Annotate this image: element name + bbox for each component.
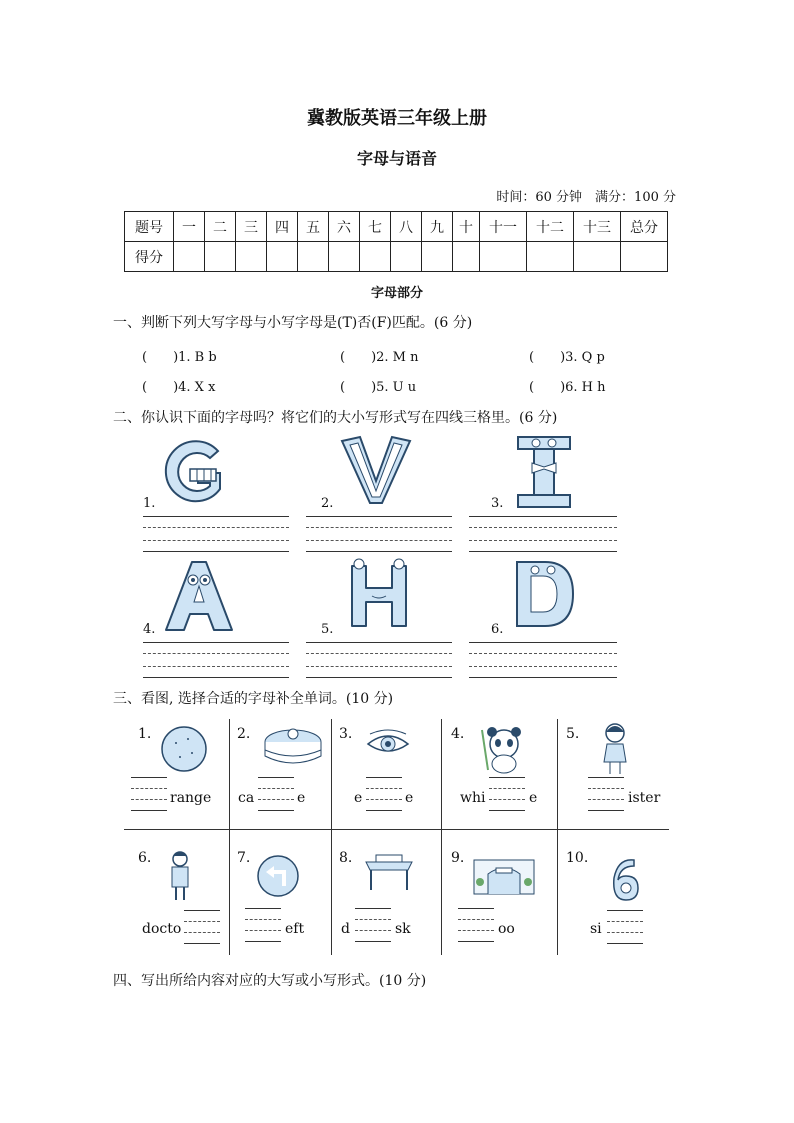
score-table-header-row — [125, 212, 668, 242]
q1-item[interactable]: ( )1. B b — [142, 350, 217, 365]
table-cell: 十二 — [527, 212, 574, 242]
q3-item-number: 4. — [451, 726, 465, 742]
q3-item-number: 9. — [451, 850, 465, 866]
table-cell: 得分 — [125, 242, 174, 272]
desk-picture — [362, 852, 416, 892]
letter-d-picture — [507, 556, 583, 634]
letter-v-picture — [338, 433, 414, 509]
q2-heading: 二、你认识下面的字母吗？将它们的大小写形式写在四线三格里。(6 分) — [113, 410, 558, 426]
table-cell: 七 — [360, 212, 391, 242]
four-line-grid[interactable] — [306, 516, 452, 552]
table-cell: 一 — [174, 212, 205, 242]
q2-item-number: 2. — [321, 496, 334, 511]
q3-word-suffix: ister — [628, 790, 661, 806]
doctor-picture — [167, 850, 193, 902]
table-cell: 十三 — [574, 212, 621, 242]
section-title: 字母部分 — [370, 286, 423, 301]
q1-item[interactable]: ( )3. Q p — [529, 350, 605, 365]
letter-a-picture — [162, 558, 236, 634]
answer-lines[interactable] — [458, 908, 494, 942]
score-input-cell[interactable] — [329, 242, 360, 272]
q2-item-number: 4. — [143, 622, 156, 637]
score-input-cell[interactable] — [298, 242, 329, 272]
q1-item[interactable]: ( )6. H h — [529, 380, 606, 395]
score-input-cell[interactable] — [574, 242, 621, 272]
answer-lines[interactable] — [258, 777, 294, 811]
q2-item-number: 5. — [321, 622, 334, 637]
q3-item-number: 3. — [339, 726, 353, 742]
letter-i-picture — [514, 433, 574, 511]
answer-lines[interactable] — [489, 777, 525, 811]
score-input-cell[interactable] — [422, 242, 453, 272]
four-line-grid[interactable] — [306, 642, 452, 678]
q2-item-number: 6. — [491, 622, 504, 637]
answer-lines[interactable] — [607, 910, 643, 944]
q1-item[interactable]: ( )5. U u — [340, 380, 417, 395]
q3-item-number: 6. — [138, 850, 152, 866]
table-cell: 八 — [391, 212, 422, 242]
score-input-cell[interactable] — [174, 242, 205, 272]
four-line-grid[interactable] — [469, 642, 617, 678]
eye-picture — [364, 728, 412, 758]
time-info: 时间：60 分钟 满分：100 分 — [496, 190, 676, 205]
table-cell: 题号 — [125, 212, 174, 242]
score-input-cell[interactable] — [621, 242, 668, 272]
orange-picture — [160, 725, 208, 773]
q3-word-suffix: sk — [395, 921, 411, 937]
q1-heading: 一、判断下列大写字母与小写字母是(T)否(F)匹配。(6 分) — [113, 315, 473, 331]
left-arrow-sign-picture — [256, 854, 300, 898]
score-input-cell[interactable] — [267, 242, 298, 272]
score-input-cell[interactable] — [391, 242, 422, 272]
table-cell: 四 — [267, 212, 298, 242]
four-line-grid[interactable] — [143, 642, 289, 678]
score-input-cell[interactable] — [236, 242, 267, 272]
q3-item-number: 1. — [138, 726, 152, 742]
four-line-grid[interactable] — [143, 516, 289, 552]
table-cell: 五 — [298, 212, 329, 242]
q3-item-number: 5. — [566, 726, 580, 742]
table-cell: 十 — [453, 212, 480, 242]
q3-word-prefix: whi — [460, 790, 486, 806]
score-input-cell[interactable] — [480, 242, 527, 272]
score-input-cell[interactable] — [205, 242, 236, 272]
q3-item-number: 2. — [237, 726, 251, 742]
answer-lines[interactable] — [366, 777, 402, 811]
q3-word-suffix: eft — [285, 921, 305, 937]
score-table-score-row — [125, 242, 668, 272]
q4-heading: 四、写出所给内容对应的大写或小写形式。(10 分) — [113, 973, 427, 989]
number-six-picture — [608, 852, 642, 904]
table-cell: 六 — [329, 212, 360, 242]
q3-word-suffix: e — [529, 790, 538, 806]
q3-item-number: 10. — [566, 850, 589, 866]
score-input-cell[interactable] — [360, 242, 391, 272]
q3-item-number: 7. — [237, 850, 251, 866]
q3-word-prefix: d — [341, 921, 350, 937]
q3-item-number: 8. — [339, 850, 353, 866]
answer-lines[interactable] — [184, 910, 220, 944]
letter-h-picture — [342, 556, 416, 634]
q2-item-number: 3. — [491, 496, 504, 511]
q1-item[interactable]: ( )2. M n — [340, 350, 419, 365]
q3-word-suffix: oo — [498, 921, 515, 937]
q3-word-prefix: ca — [238, 790, 255, 806]
score-table — [124, 211, 668, 272]
q3-word-suffix: range — [170, 790, 212, 806]
q2-item-number: 1. — [143, 496, 156, 511]
q1-item[interactable]: ( )4. X x — [142, 380, 216, 395]
answer-lines[interactable] — [588, 777, 624, 811]
q3-word-suffix: e — [297, 790, 306, 806]
table-cell: 二 — [205, 212, 236, 242]
score-input-cell[interactable] — [453, 242, 480, 272]
cake-picture — [262, 722, 324, 770]
table-cell: 十一 — [480, 212, 527, 242]
zoo-picture — [472, 854, 536, 896]
score-input-cell[interactable] — [527, 242, 574, 272]
table-cell: 总分 — [621, 212, 668, 242]
q3-word-suffix: e — [405, 790, 414, 806]
four-line-grid[interactable] — [469, 516, 617, 552]
answer-lines[interactable] — [355, 908, 391, 942]
table-cell: 九 — [422, 212, 453, 242]
q3-heading: 三、看图, 选择合适的字母补全单词。(10 分) — [113, 691, 394, 707]
q3-word-prefix: e — [354, 790, 363, 806]
girl-picture — [598, 720, 632, 776]
panda-picture — [476, 724, 532, 774]
table-cell: 三 — [236, 212, 267, 242]
page-subtitle: 字母与语音 — [356, 149, 437, 168]
letter-g-picture — [160, 433, 236, 509]
page-title: 冀教版英语三年级上册 — [307, 108, 487, 129]
q3-word-prefix: docto — [142, 921, 182, 937]
q3-word-prefix: si — [590, 921, 602, 937]
answer-lines[interactable] — [245, 908, 281, 942]
answer-lines[interactable] — [131, 777, 167, 811]
